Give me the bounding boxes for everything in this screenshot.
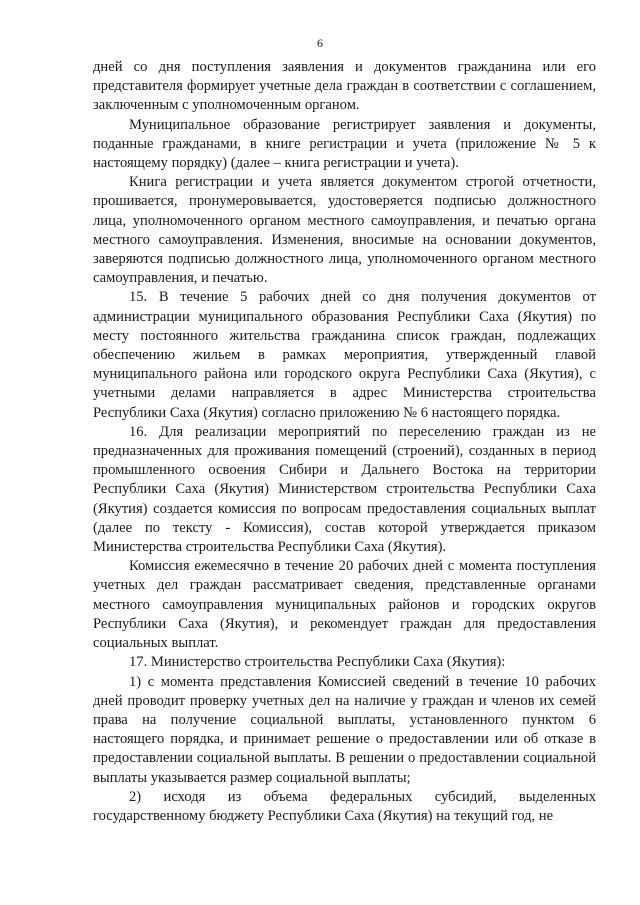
paragraph-clause-15: 15. В течение 5 рабочих дней со дня получения документов от администрации муниципального образования Республики Саха (Якутия) по месту постоянного жительства гражданина список граждан, подлежащих обеспечению жильем в рамках мероприятия, утвержденный главой муниципального района или городского округа Республики Саха (Якутия), с учетными делами направляется в адрес Министерства строительства Республики Саха (Якутия) согласно приложению № 6 настоящего порядка. — [93, 289, 596, 421]
paragraph-clause-17-item-1: 1) с момента представления Комиссией сведений в течение 10 рабочих дней проводит проверку учетных дел на наличие у граждан и членов их семей права на получение социальной выплаты, установленного пунктом 6 настоящего порядка, и принимает решение о предоставлении или об отказе в предоставлении социальной выплаты. В решении о предоставлении социальной выплаты указывается размер социальной выплаты; — [93, 673, 596, 786]
paragraph-clause-16: 16. Для реализации мероприятий по переселению граждан из не предназначенных для проживания помещений (строений), созданных в период промышленного освоения Сибири и Дальнего Востока на территории Республики Саха (Якутия) Министерством строительства Республики Саха (Якутия) создается комиссия по вопросам предоставления социальных выплат (далее по тексту - Комиссия), состав которой утверждается приказом Министерства строительства Республики Саха (Якутия). — [93, 423, 596, 556]
document-body — [93, 58, 596, 826]
paragraph-clause-17-item-2: 2) исходя из объема федеральных субсидий, выделенных государственному бюджету Республики Саха (Якутия) на текущий год, не — [93, 788, 596, 824]
paragraph-continuation: дней со дня поступления заявления и документов гражданина или его представителя формирует учетные дела граждан в соответствии с соглашением, заключенным с уполномоченным органом. — [93, 59, 596, 114]
paragraph-registration: Муниципальное образование регистрирует заявления и документы, поданные гражданами, в книге регистрации и учета (приложение № 5 к настоящему порядку) (далее – книга регистрации и учета). — [93, 116, 596, 172]
page-number: 6 — [317, 36, 323, 50]
paragraph-commission: Комиссия ежемесячно в течение 20 рабочих дней с момента поступления учетных дел граждан рассматривает сведения, представленные органами местного самоуправления муниципальных районов и городских округов Республики Саха (Якутия), и рекомендует граждан для предоставления социальных выплат. — [93, 558, 596, 652]
paragraph-registration-book: Книга регистрации и учета является документом строгой отчетности, прошивается, пронумеровывается, удостоверяется подписью должностного лица, уполномоченного органом местного самоуправления, и печатью органа местного самоуправления. Изменения, вносимые на основании документов, заверяются подписью должностного лица, уполномоченного органом местного самоуправления, и печатью. — [93, 174, 596, 287]
paragraph-clause-17: 17. Министерство строительства Республики Саха (Якутия): — [129, 654, 506, 671]
